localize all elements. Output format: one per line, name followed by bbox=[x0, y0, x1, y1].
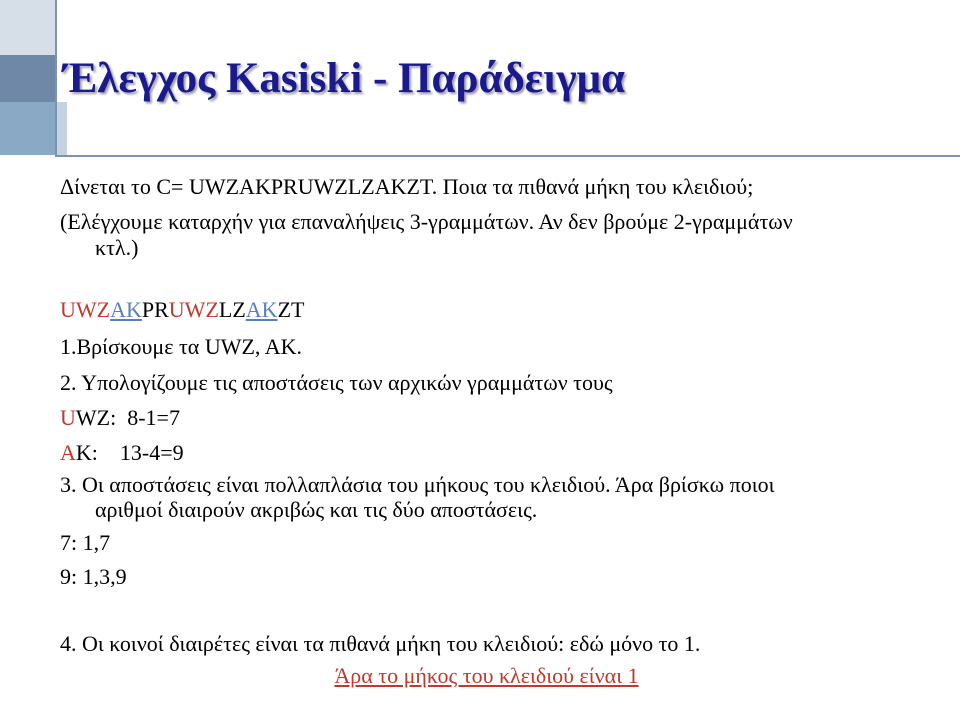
cipher-part-ak-1: AK bbox=[110, 297, 142, 322]
note-line-2: κτλ.) bbox=[95, 235, 139, 260]
step-3-line-2: αριθμοί διαιρούν ακριβώς και τις δύο αποστάσεις. bbox=[95, 497, 538, 522]
decor-square-1 bbox=[0, 0, 55, 55]
uwz-calc: WZ: 8-1=7 bbox=[75, 405, 180, 430]
note-line-1: (Ελέγχουμε καταρχήν για επαναλήψεις 3-γραμμάτων. Αν δεν βρούμε 2-γραμμάτων bbox=[60, 209, 793, 234]
uwz-first-letter: U bbox=[60, 405, 76, 430]
decor-square-2 bbox=[0, 55, 55, 102]
uwz-distance bbox=[60, 405, 180, 431]
cipher-part-pr: PR bbox=[141, 297, 169, 322]
ak-calc: K: 13-4=9 bbox=[75, 440, 184, 465]
ak-distance bbox=[60, 440, 184, 466]
given-ciphertext-line: Δίνεται το C= UWZAKPRUWZLZAKZT. Ποια τα πιθανά μήκη του κλειδιού; bbox=[60, 174, 754, 199]
decor-square-3 bbox=[0, 102, 55, 155]
step-2: 2. Υπολογίζουμε τις αποστάσεις των αρχικών γραμμάτων τους bbox=[60, 370, 613, 395]
cipher-part-uwz-2: UWZ bbox=[168, 297, 219, 322]
ak-first-letter: A bbox=[60, 440, 76, 465]
step-3-line-1: 3. Οι αποστάσεις είναι πολλαπλάσια του μήκους του κλειδιού. Άρα βρίσκω ποιοι bbox=[60, 472, 775, 497]
title-rule bbox=[55, 155, 960, 157]
title-vertical-rule bbox=[55, 0, 57, 157]
slide-title: Έλεγχος Kasiski - Παράδειγμα bbox=[63, 55, 625, 102]
cipher-part-uwz-1: UWZ bbox=[60, 297, 111, 322]
step-1: 1.Βρίσκουμε τα UWZ, AK. bbox=[60, 334, 302, 359]
cipher-part-zt: ZT bbox=[277, 297, 305, 322]
cipher-part-lz: LZ bbox=[218, 297, 246, 322]
ciphertext-highlighted bbox=[60, 297, 304, 323]
divisors-9: 9: 1,3,9 bbox=[60, 564, 127, 589]
conclusion: Άρα το μήκος του κλειδιού είναι 1 bbox=[334, 663, 639, 688]
divisors-7: 7: 1,7 bbox=[60, 530, 111, 555]
step-4: 4. Οι κοινοί διαιρέτες είναι τα πιθανά μήκη του κλειδιού: εδώ μόνο το 1. bbox=[60, 631, 701, 656]
cipher-part-ak-2: AK bbox=[245, 297, 278, 322]
